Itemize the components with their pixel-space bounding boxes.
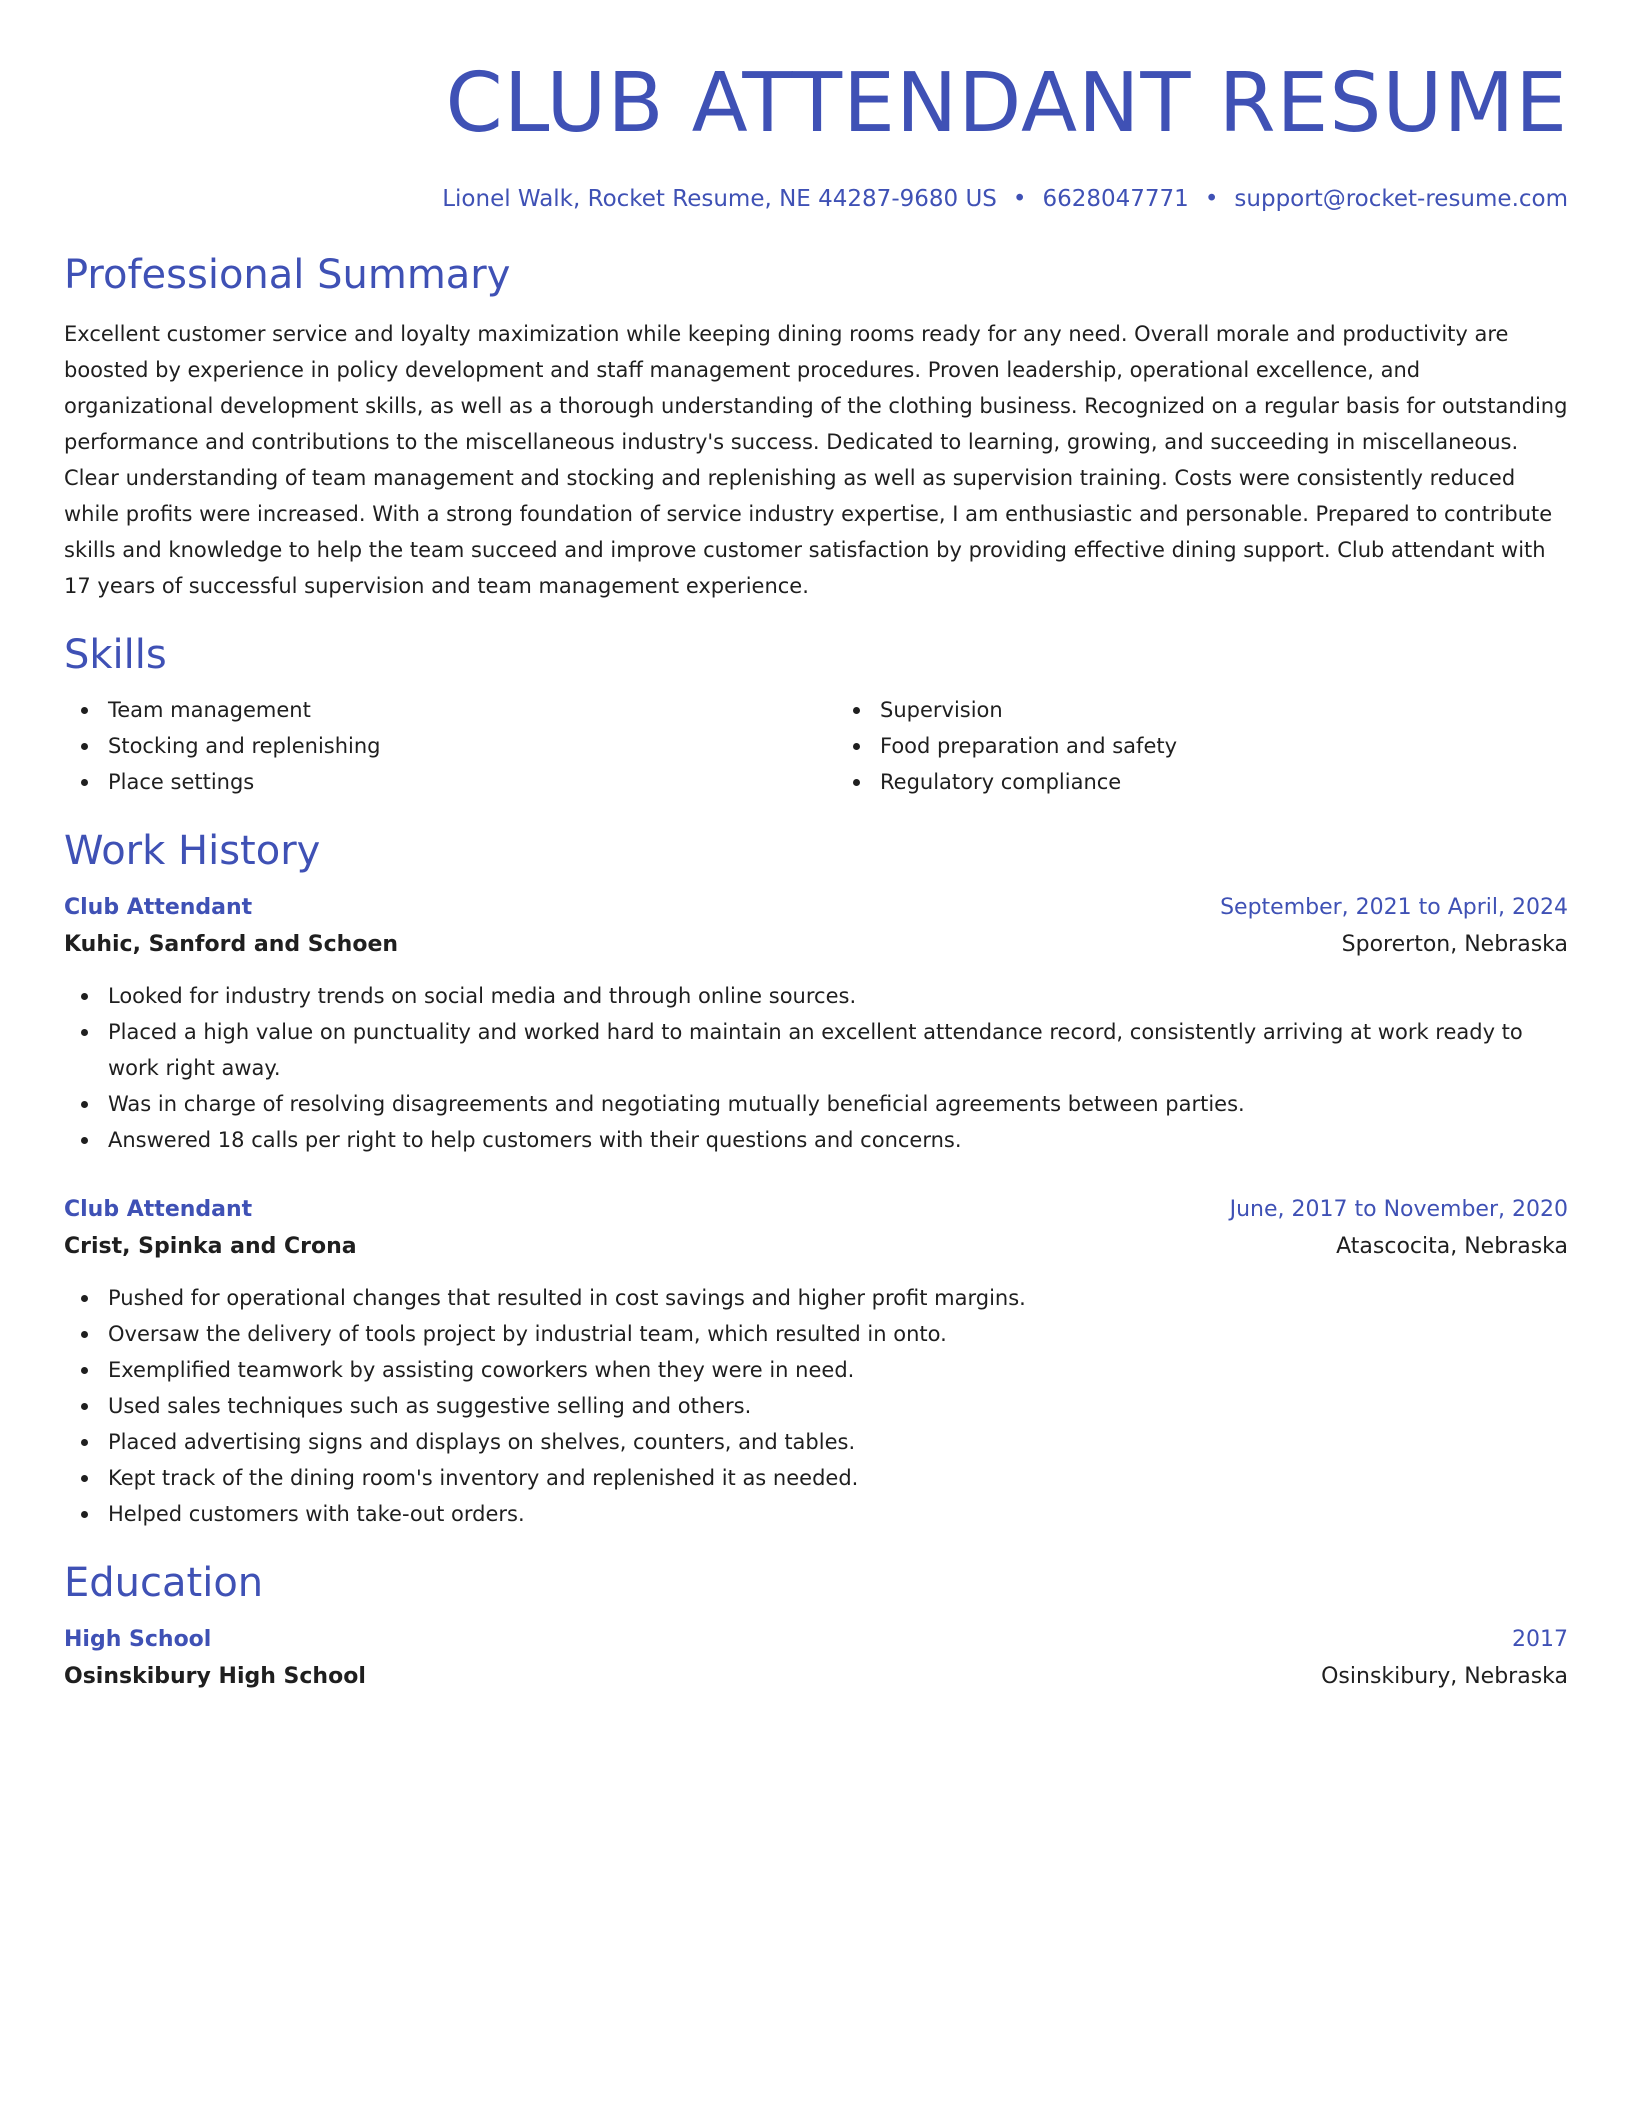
duty-item: Kept track of the dining room's inventory and replenished it as needed.	[64, 1460, 1568, 1496]
contact-line	[64, 184, 1568, 214]
job-entry	[64, 1192, 1568, 1532]
resume-header	[64, 56, 1568, 214]
education-school-row	[64, 1658, 1568, 1696]
job-location: Atascocita, Nebraska	[1336, 1234, 1568, 1259]
duty-item: Was in charge of resolving disagreements and negotiating mutually beneficial agreements between parties.	[64, 1086, 1568, 1122]
duty-item: Answered 18 calls per right to help customers with their questions and concerns.	[64, 1122, 1568, 1158]
summary-heading: Professional Summary	[64, 252, 511, 298]
duty-item: Used sales techniques such as suggestive selling and others.	[64, 1388, 1568, 1424]
job-company-row	[64, 1228, 1568, 1266]
skills-column-right	[836, 692, 1568, 800]
skills-column-left	[64, 692, 796, 800]
contact-address: Lionel Walk, Rocket Resume, NE 44287-9680 US	[442, 186, 997, 212]
job-company-row	[64, 926, 1568, 964]
resume-title: CLUB ATTENDANT RESUME	[445, 56, 1568, 151]
contact-separator: •	[1204, 186, 1219, 212]
education-degree: High School	[64, 1627, 212, 1652]
duty-item: Looked for industry trends on social media and through online sources.	[64, 978, 1568, 1014]
duty-item: Pushed for operational changes that resulted in cost savings and higher profit margins.	[64, 1280, 1568, 1316]
job-dates: June, 2017 to November, 2020	[1229, 1197, 1568, 1222]
job-duties	[64, 978, 1568, 1158]
skill-item: Supervision	[836, 692, 1568, 728]
skills-list	[64, 692, 1568, 800]
job-title-row	[64, 1192, 1568, 1228]
duty-item: Placed advertising signs and displays on shelves, counters, and tables.	[64, 1424, 1568, 1460]
skill-item: Team management	[64, 692, 796, 728]
duty-item: Exemplified teamwork by assisting coworkers when they were in need.	[64, 1352, 1568, 1388]
skill-item: Food preparation and safety	[836, 728, 1568, 764]
education-school: Osinskibury High School	[64, 1664, 366, 1689]
job-duties	[64, 1280, 1568, 1532]
job-title-row	[64, 890, 1568, 926]
job-role: Club Attendant	[64, 895, 253, 920]
duty-item: Placed a high value on punctuality and worked hard to maintain an excellent attendance record, consistently arriving at work ready to work right away.	[64, 1014, 1568, 1086]
education-entry	[64, 1622, 1568, 1696]
job-entry	[64, 890, 1568, 1158]
job-dates: September, 2021 to April, 2024	[1220, 895, 1568, 920]
summary-text: Excellent customer service and loyalty maximization while keeping dining rooms ready for any need. Overall morale and productivity are boosted by experience in policy development and staff management procedures. Proven leadership, operational excellence, and organizational development skills, as well as a thorough understanding of the clothing business. Recognized on a regular basis for outstanding performance and contributions to the miscellaneous industry's success. Dedicated to learning, growing, and succeeding in miscellaneous. Clear understanding of team management and stocking and replenishing as well as supervision training. Costs were consistently reduced while profits were increased. With a strong foundation of service industry expertise, I am enthusiastic and personable. Prepared to contribute skills and knowledge to help the team succeed and improve customer satisfaction by providing effective dining support. Club attendant with 17 years of successful supervision and team management experience.	[64, 322, 1568, 598]
skills-heading: Skills	[64, 632, 167, 678]
job-company: Crist, Spinka and Crona	[64, 1234, 357, 1259]
duty-item: Oversaw the delivery of tools project by industrial team, which resulted in onto.	[64, 1316, 1568, 1352]
education-location: Osinskibury, Nebraska	[1321, 1664, 1568, 1689]
skill-item: Stocking and replenishing	[64, 728, 796, 764]
education-heading: Education	[64, 1560, 264, 1606]
contact-email: support@rocket-resume.com	[1234, 186, 1568, 212]
education-year: 2017	[1512, 1627, 1568, 1652]
job-company: Kuhic, Sanford and Schoen	[64, 932, 399, 957]
education-degree-row	[64, 1622, 1568, 1658]
contact-separator: •	[1012, 186, 1027, 212]
skill-item: Regulatory compliance	[836, 764, 1568, 800]
contact-phone: 6628047771	[1042, 186, 1189, 212]
job-location: Sporerton, Nebraska	[1341, 932, 1568, 957]
duty-item: Helped customers with take-out orders.	[64, 1496, 1568, 1532]
skill-item: Place settings	[64, 764, 796, 800]
job-role: Club Attendant	[64, 1197, 253, 1222]
work-history-heading: Work History	[64, 828, 321, 874]
